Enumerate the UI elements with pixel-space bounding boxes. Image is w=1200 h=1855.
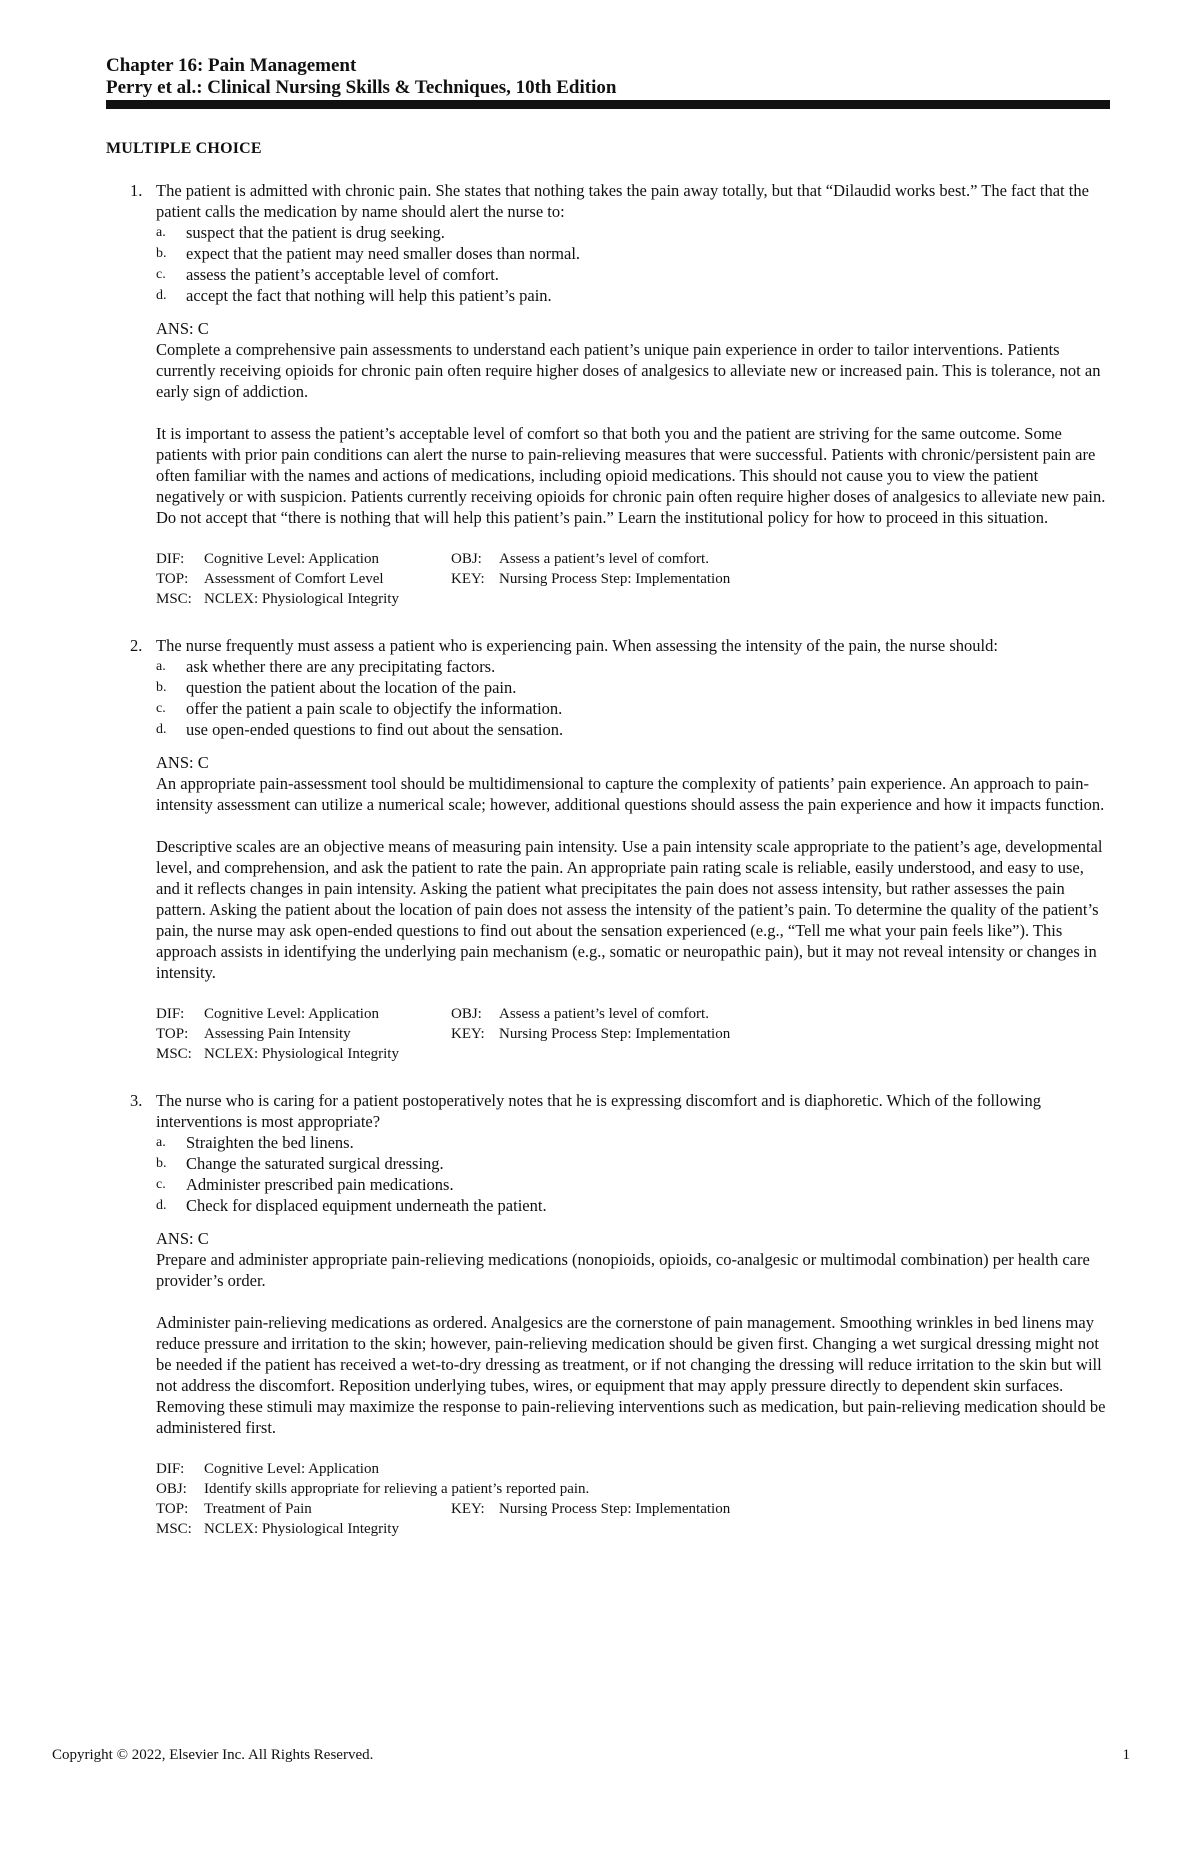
option-text: question the patient about the location of the pain. [186, 678, 517, 697]
meta-label: OBJ: [156, 1481, 187, 1497]
meta-label: KEY: [451, 1026, 485, 1042]
question-body [156, 180, 1110, 609]
meta-label: MSC: [156, 591, 192, 607]
copyright-notice: Copyright © 2022, Elsevier Inc. All Rights Reserved. [52, 1747, 374, 1763]
meta-key: Nursing Process Step: Implementation [499, 1501, 731, 1517]
meta-misc: NCLEX: Physiological Integrity [204, 1521, 399, 1537]
question-1 [106, 180, 1110, 609]
option-letter: b. [156, 680, 167, 695]
chapter-title: Chapter 16: Pain Management [106, 55, 357, 76]
meta-label: OBJ: [451, 551, 482, 567]
meta-label: TOP: [156, 1501, 189, 1517]
option-letter: d. [156, 1198, 167, 1213]
option-text: Change the saturated surgical dressing. [186, 1154, 444, 1173]
meta-misc: NCLEX: Physiological Integrity [204, 1046, 399, 1062]
meta-objective: Identify skills appropriate for relieving a patient’s reported pain. [204, 1481, 590, 1497]
option-letter: d. [156, 288, 167, 303]
option-letter: a. [156, 1135, 166, 1150]
meta-label: TOP: [156, 571, 189, 587]
question-metadata [156, 549, 1110, 609]
meta-objective: Assess a patient’s level of comfort. [499, 551, 709, 567]
meta-label: TOP: [156, 1026, 189, 1042]
option-c [156, 1174, 1110, 1195]
option-letter: d. [156, 722, 167, 737]
question-metadata [156, 1004, 1110, 1064]
option-letter: b. [156, 246, 167, 261]
question-number: 1. [130, 181, 143, 200]
rationale-paragraph: Descriptive scales are an objective means of measuring pain intensity. Use a pain intensity scale appropriate to the patient’s age, developmental level, and comprehension, and ask the patient to rate the pain. An appropriate pain rating scale is reliable, easily understood, and easy to use, and it reflects changes in pain intensity. Asking the patient what precipitates the pain does not assess intensity, but rather assesses the pain pattern. Asking the patient about the location of pain does not assess the intensity of the patient’s pain. To determine the quality of the patient’s pain, the nurse may ask open-ended questions to find out about the sensation experienced (e.g., “Tell me what your pain feels like”). This approach assists in identifying the underlying pain mechanism (e.g., somatic or neuropathic pain), but it may not reveal intensity or changes in intensity. [156, 837, 1103, 982]
rationale-paragraph: An appropriate pain-assessment tool should be multidimensional to capture the complexity of patients’ pain experience. An approach to pain-intensity assessment can utilize a numerical scale; however, additional questions should assess the pain experience and how it impacts function. [156, 774, 1105, 814]
option-d [156, 719, 1110, 740]
option-letter: b. [156, 1156, 167, 1171]
question-metadata [156, 1459, 1110, 1539]
meta-label: DIF: [156, 1006, 185, 1022]
answer-key: ANS: C [156, 1229, 209, 1248]
page-header [106, 55, 1109, 99]
answer-options [156, 222, 1110, 306]
question-2 [106, 635, 1110, 1064]
option-d [156, 285, 1110, 306]
question-number: 3. [130, 1091, 143, 1110]
question-list [106, 180, 1110, 1565]
meta-key: Nursing Process Step: Implementation [499, 571, 731, 587]
option-text: Straighten the bed linens. [186, 1133, 354, 1152]
meta-label: KEY: [451, 1501, 485, 1517]
meta-objective: Assess a patient’s level of comfort. [499, 1006, 709, 1022]
meta-label: DIF: [156, 1461, 185, 1477]
option-text: Administer prescribed pain medications. [186, 1175, 454, 1194]
meta-topic: Assessing Pain Intensity [204, 1026, 351, 1042]
answer-key: ANS: C [156, 753, 209, 772]
option-d [156, 1195, 1110, 1216]
meta-misc: NCLEX: Physiological Integrity [204, 591, 399, 607]
option-c [156, 698, 1110, 719]
option-letter: c. [156, 267, 166, 282]
page-number: 1 [1122, 1747, 1130, 1763]
question-stem: The nurse who is caring for a patient postoperatively notes that he is expressing discomfort and is diaphoretic. Which of the following interventions is most appropriate? [156, 1091, 1041, 1131]
option-text: assess the patient’s acceptable level of comfort. [186, 265, 499, 284]
option-text: expect that the patient may need smaller doses than normal. [186, 244, 581, 263]
meta-key: Nursing Process Step: Implementation [499, 1026, 731, 1042]
option-text: offer the patient a pain scale to objectify the information. [186, 699, 563, 718]
rationale-paragraph: Complete a comprehensive pain assessments to understand each patient’s unique pain experience in order to tailor interventions. Patients currently receiving opioids for chronic pain often require higher doses of analgesics to alleviate new or increased pain. This is tolerance, not an early sign of addiction. [156, 340, 1101, 401]
option-text: use open-ended questions to find out about the sensation. [186, 720, 564, 739]
question-3 [106, 1090, 1110, 1539]
rationale-paragraph: It is important to assess the patient’s acceptable level of comfort so that both you and the patient are striving for the same outcome. Some patients with prior pain conditions can alert the nurse to pain-relieving measures that were successful. Patients with chronic/persistent pain are often familiar with the names and actions of medications, including opioid medications. This should not cause you to view the patient negatively or with suspicion. Patients currently receiving opioids for chronic pain often require higher doses of analgesics to alleviate new pain. Do not accept that “there is nothing that will help this patient’s pain.” Learn the institutional policy for how to proceed in this situation. [156, 424, 1106, 527]
question-stem: The patient is admitted with chronic pain. She states that nothing takes the pain away totally, but that “Dilaudid works best.” The fact that the patient calls the medication by name should alert the nurse to: [156, 181, 1089, 221]
meta-label: MSC: [156, 1521, 192, 1537]
meta-topic: Assessment of Comfort Level [204, 571, 384, 587]
option-b [156, 677, 1110, 698]
option-b [156, 1153, 1110, 1174]
option-letter: c. [156, 701, 166, 716]
question-body [156, 1090, 1110, 1539]
meta-difficulty: Cognitive Level: Application [204, 1006, 379, 1022]
option-text: accept the fact that nothing will help this patient’s pain. [186, 286, 552, 305]
option-a [156, 222, 1110, 243]
option-text: ask whether there are any precipitating factors. [186, 657, 496, 676]
meta-label: DIF: [156, 551, 185, 567]
option-letter: a. [156, 659, 166, 674]
option-a [156, 1132, 1110, 1153]
rationale-paragraph: Prepare and administer appropriate pain-relieving medications (nonopioids, opioids, co-analgesic or multimodal combination) per health care provider’s order. [156, 1250, 1090, 1290]
meta-label: OBJ: [451, 1006, 482, 1022]
question-body [156, 635, 1110, 1064]
answer-options [156, 656, 1110, 740]
option-b [156, 243, 1110, 264]
option-letter: c. [156, 1177, 166, 1192]
meta-label: MSC: [156, 1046, 192, 1062]
option-text: suspect that the patient is drug seeking. [186, 223, 445, 242]
section-title: MULTIPLE CHOICE [106, 140, 262, 157]
meta-difficulty: Cognitive Level: Application [204, 1461, 379, 1477]
question-stem: The nurse frequently must assess a patient who is experiencing pain. When assessing the intensity of the pain, the nurse should: [156, 636, 998, 655]
meta-difficulty: Cognitive Level: Application [204, 551, 379, 567]
answer-options [156, 1132, 1110, 1216]
book-title: Perry et al.: Clinical Nursing Skills & Techniques, 10th Edition [106, 77, 617, 98]
header-rule [106, 100, 1110, 109]
option-text: Check for displaced equipment underneath the patient. [186, 1196, 547, 1215]
answer-key: ANS: C [156, 319, 209, 338]
option-c [156, 264, 1110, 285]
option-a [156, 656, 1110, 677]
meta-topic: Treatment of Pain [204, 1501, 312, 1517]
meta-label: KEY: [451, 571, 485, 587]
rationale-paragraph: Administer pain-relieving medications as ordered. Analgesics are the cornerstone of pain management. Smoothing wrinkles in bed linens may reduce pressure and irritation to the skin; however, pain-relieving medication should be given first. Changing a wet surgical dressing might not be needed if the patient has received a wet-to-dry dressing as treatment, or if not changing the dressing will reduce irritation to the skin but will not address the discomfort. Reposition underlying tubes, wires, or equipment that may apply pressure directly to dependent skin surfaces. Removing these stimuli may maximize the response to pain-relieving interventions such as medication, but pain-relieving medication should be administered first. [156, 1313, 1106, 1437]
question-number: 2. [130, 636, 143, 655]
option-letter: a. [156, 225, 166, 240]
